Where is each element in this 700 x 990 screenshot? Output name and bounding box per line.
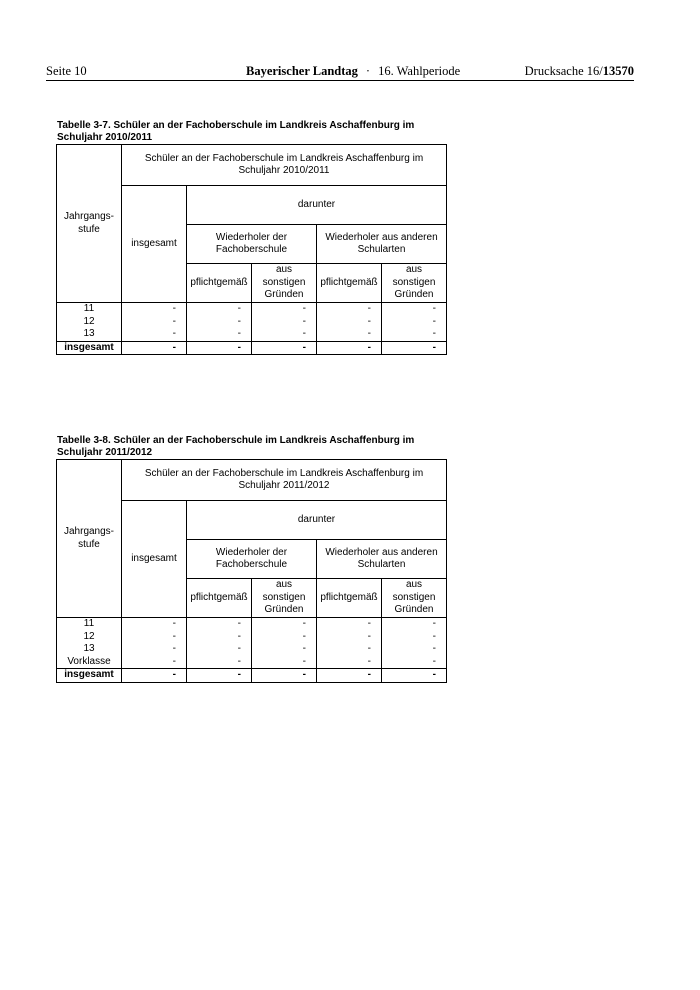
col-header-insgesamt: insgesamt [122, 501, 187, 618]
header-title [246, 64, 460, 79]
col-header-wiederholer-andere: Wiederholer aus anderen Schularten [317, 540, 447, 579]
col-header-sonstige: aus sonstigen Gründen [382, 264, 447, 303]
cell: - [187, 316, 252, 329]
col-header-jahrgangsstufe [57, 145, 122, 303]
cell: - [317, 618, 382, 631]
col-header-pflicht: pflichtgemäß [317, 579, 382, 618]
cell: - [187, 303, 252, 316]
total-label: insgesamt [57, 669, 122, 683]
total-cell: - [122, 341, 187, 355]
cell: - [122, 656, 187, 669]
parliament-name: Bayerischer Landtag [246, 64, 358, 78]
cell: - [122, 643, 187, 656]
cell: - [122, 303, 187, 316]
table-caption-3-7 [57, 120, 457, 144]
total-cell: - [122, 669, 187, 683]
jahrgang-label: Jahrgangs- stufe [63, 211, 115, 235]
table-total-row [57, 669, 447, 683]
cell: - [252, 303, 317, 316]
total-cell: - [317, 341, 382, 355]
col-header-jahrgangsstufe [57, 460, 122, 618]
col-header-darunter: darunter [187, 501, 447, 540]
total-cell: - [317, 669, 382, 683]
cell: - [382, 316, 447, 329]
jahrgang-label: Jahrgangs- stufe [63, 526, 115, 550]
cell: - [382, 303, 447, 316]
cell: - [187, 643, 252, 656]
table-row [57, 643, 447, 656]
header-separator: · [365, 64, 371, 78]
table-row [57, 631, 447, 644]
col-header-pflicht: pflichtgemäß [187, 264, 252, 303]
table-row [57, 656, 447, 669]
legislative-period: 16. Wahlperiode [378, 64, 461, 78]
col-header-wiederholer-fos: Wiederholer der Fachoberschule [187, 225, 317, 264]
caption-line: Schuljahr 2011/2012 [57, 447, 153, 458]
cell: - [252, 328, 317, 341]
table-total-row [57, 341, 447, 355]
table-row [57, 618, 447, 631]
cell: - [122, 328, 187, 341]
table-3-8 [56, 459, 447, 683]
total-label: insgesamt [57, 341, 122, 355]
total-cell: - [252, 669, 317, 683]
cell: - [317, 303, 382, 316]
cell: - [382, 631, 447, 644]
total-cell: - [382, 341, 447, 355]
cell: - [382, 618, 447, 631]
page-number: Seite 10 [46, 64, 87, 78]
cell: - [252, 631, 317, 644]
page-header [46, 64, 634, 81]
col-header-darunter: darunter [187, 186, 447, 225]
cell: - [252, 643, 317, 656]
cell: - [187, 631, 252, 644]
document-id: 13570 [602, 64, 634, 78]
cell: - [382, 643, 447, 656]
col-header-pflicht: pflichtgemäß [317, 264, 382, 303]
cell: - [317, 328, 382, 341]
caption-line: Tabelle 3-7. Schüler an der Fachoberschule im Landkreis Aschaffenburg im [57, 120, 415, 131]
cell: - [252, 316, 317, 329]
col-header-pflicht: pflichtgemäß [187, 579, 252, 618]
caption-line: Schuljahr 2010/2011 [57, 132, 153, 143]
cell: - [122, 316, 187, 329]
total-cell: - [382, 669, 447, 683]
cell: - [382, 656, 447, 669]
row-label: Vorklasse [57, 656, 122, 669]
cell: - [187, 656, 252, 669]
row-label: 12 [57, 316, 122, 329]
col-header-wiederholer-fos: Wiederholer der Fachoberschule [187, 540, 317, 579]
row-label: 11 [57, 618, 122, 631]
table-title-cell: Schüler an der Fachoberschule im Landkreis Aschaffenburg im Schuljahr 2010/2011 [122, 145, 447, 186]
cell: - [317, 316, 382, 329]
row-label: 12 [57, 631, 122, 644]
total-cell: - [187, 341, 252, 355]
document-prefix: Drucksache 16/ [524, 64, 603, 78]
cell: - [382, 328, 447, 341]
document-number [525, 64, 634, 79]
table-row [57, 316, 447, 329]
col-header-sonstige: aus sonstigen Gründen [252, 579, 317, 618]
cell: - [187, 328, 252, 341]
cell: - [252, 656, 317, 669]
caption-line: Tabelle 3-8. Schüler an der Fachoberschule im Landkreis Aschaffenburg im [57, 435, 415, 446]
cell: - [122, 631, 187, 644]
table-3-7 [56, 144, 447, 355]
col-header-sonstige: aus sonstigen Gründen [252, 264, 317, 303]
total-cell: - [187, 669, 252, 683]
table-row [57, 303, 447, 316]
col-header-sonstige: aus sonstigen Gründen [382, 579, 447, 618]
cell: - [252, 618, 317, 631]
cell: - [317, 643, 382, 656]
row-label: 13 [57, 643, 122, 656]
cell: - [187, 618, 252, 631]
col-header-wiederholer-andere: Wiederholer aus anderen Schularten [317, 225, 447, 264]
col-header-insgesamt: insgesamt [122, 186, 187, 303]
table-caption-3-8 [57, 435, 457, 459]
table-row [57, 328, 447, 341]
row-label: 13 [57, 328, 122, 341]
cell: - [317, 656, 382, 669]
cell: - [317, 631, 382, 644]
table-title-cell: Schüler an der Fachoberschule im Landkreis Aschaffenburg im Schuljahr 2011/2012 [122, 460, 447, 501]
row-label: 11 [57, 303, 122, 316]
total-cell: - [252, 341, 317, 355]
cell: - [122, 618, 187, 631]
